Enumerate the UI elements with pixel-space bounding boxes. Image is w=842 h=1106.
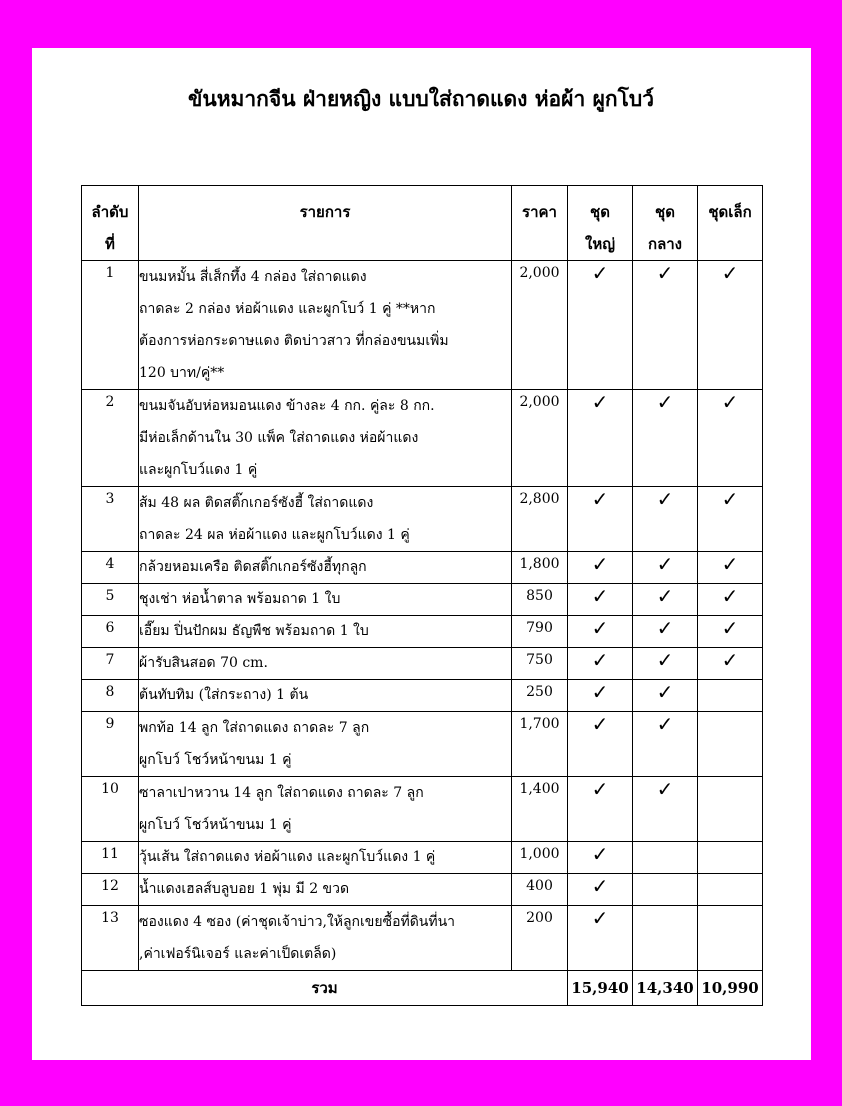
row-number: 6 xyxy=(82,616,139,648)
row-price: 750 xyxy=(512,648,568,680)
checkmark-icon: ✓ xyxy=(721,487,739,511)
row-price: 250 xyxy=(512,680,568,712)
checkmark-icon: ✓ xyxy=(591,874,609,898)
description-line: ,ค่าเฟอร์นิเจอร์ และค่าเป็ดเตล็ด) xyxy=(139,946,337,962)
header-no-line1: ลำดับ xyxy=(91,203,129,221)
row-small-set-cell xyxy=(698,842,763,874)
table-header-row xyxy=(82,186,763,261)
row-big-set-cell xyxy=(568,648,633,680)
header-big-set xyxy=(568,186,633,261)
description-line: ต้องการห่อกระดาษแดง ติดบ่าวสาว ที่กล่องขนมเพิ่ม xyxy=(139,333,449,349)
row-description xyxy=(139,261,512,390)
total-medium: 14,340 xyxy=(633,971,698,1006)
row-big-set-cell xyxy=(568,487,633,552)
row-medium-set-cell xyxy=(633,906,698,971)
description-line: ถาดละ 2 กล่อง ห่อผ้าแดง และผูกโบว์ 1 คู่ **หาก xyxy=(139,301,436,317)
description-line: กล้วยหอมเครือ ติดสติ๊กเกอร์ซังฮี้ทุกลูก xyxy=(139,559,367,575)
row-number: 2 xyxy=(82,390,139,487)
row-price: 2,000 xyxy=(512,390,568,487)
row-small-set-cell xyxy=(698,390,763,487)
row-number: 4 xyxy=(82,552,139,584)
row-description xyxy=(139,842,512,874)
checkmark-icon: ✓ xyxy=(721,584,739,608)
row-small-set-cell xyxy=(698,616,763,648)
checkmark-icon: ✓ xyxy=(591,680,609,704)
description-line: ผ้ารับสินสอด 70 cm. xyxy=(139,655,268,671)
checkmark-icon: ✓ xyxy=(656,261,674,285)
header-no-line2: ที่ xyxy=(105,235,115,253)
row-price: 1,700 xyxy=(512,712,568,777)
row-price: 1,000 xyxy=(512,842,568,874)
price-table xyxy=(81,185,763,1006)
row-medium-set-cell xyxy=(633,680,698,712)
total-big: 15,940 xyxy=(568,971,633,1006)
description-line: วุ้นเส้น ใส่ถาดแดง ห่อผ้าแดง และผูกโบว์แดง 1 คู่ xyxy=(139,849,436,865)
header-big-line1: ชุด xyxy=(590,203,610,221)
table-row xyxy=(82,842,763,874)
row-small-set-cell xyxy=(698,874,763,906)
table-row xyxy=(82,616,763,648)
description-line: มีห่อเล็กด้านใน 30 แพ็ค ใส่ถาดแดง ห่อผ้าแดง xyxy=(139,430,419,446)
table-row xyxy=(82,906,763,971)
table-row xyxy=(82,584,763,616)
table-row xyxy=(82,874,763,906)
row-medium-set-cell xyxy=(633,487,698,552)
header-small-set: ชุดเล็ก xyxy=(698,186,763,261)
row-price: 1,800 xyxy=(512,552,568,584)
checkmark-icon: ✓ xyxy=(656,680,674,704)
header-medium-set xyxy=(633,186,698,261)
row-price: 400 xyxy=(512,874,568,906)
row-small-set-cell xyxy=(698,261,763,390)
row-big-set-cell xyxy=(568,712,633,777)
header-price: ราคา xyxy=(512,186,568,261)
row-big-set-cell xyxy=(568,906,633,971)
table-row xyxy=(82,648,763,680)
row-number: 10 xyxy=(82,777,139,842)
checkmark-icon: ✓ xyxy=(656,487,674,511)
header-medium-line1: ชุด xyxy=(655,203,675,221)
row-medium-set-cell xyxy=(633,842,698,874)
row-price: 2,000 xyxy=(512,261,568,390)
row-description xyxy=(139,680,512,712)
description-line: ผูกโบว์ โชว์หน้าขนม 1 คู่ xyxy=(139,817,292,833)
row-big-set-cell xyxy=(568,874,633,906)
checkmark-icon: ✓ xyxy=(591,648,609,672)
description-line: ต้นทับทิม (ใส่กระถาง) 1 ต้น xyxy=(139,687,309,703)
table-row xyxy=(82,390,763,487)
row-description xyxy=(139,584,512,616)
row-price: 790 xyxy=(512,616,568,648)
description-line: ส้ม 48 ผล ติดสติ๊กเกอร์ซังฮี้ ใส่ถาดแดง xyxy=(139,495,374,511)
row-big-set-cell xyxy=(568,390,633,487)
checkmark-icon: ✓ xyxy=(591,777,609,801)
row-number: 3 xyxy=(82,487,139,552)
row-description xyxy=(139,616,512,648)
row-description xyxy=(139,906,512,971)
row-number: 12 xyxy=(82,874,139,906)
row-big-set-cell xyxy=(568,616,633,648)
description-line: ซองแดง 4 ซอง (ค่าชุดเจ้าบ่าว,ให้ลูกเขยซื้อที่ดินที่นา xyxy=(139,914,456,930)
row-big-set-cell xyxy=(568,777,633,842)
row-small-set-cell xyxy=(698,648,763,680)
table-row xyxy=(82,552,763,584)
description-line: เอี๊ยม ปิ่นปักผม ธัญพืช พร้อมถาด 1 ใบ xyxy=(139,623,369,639)
row-description xyxy=(139,874,512,906)
checkmark-icon: ✓ xyxy=(656,552,674,576)
row-price: 2,800 xyxy=(512,487,568,552)
table-row xyxy=(82,712,763,777)
row-number: 5 xyxy=(82,584,139,616)
description-line: และผูกโบว์แดง 1 คู่ xyxy=(139,462,258,478)
table-row xyxy=(82,680,763,712)
row-description xyxy=(139,648,512,680)
checkmark-icon: ✓ xyxy=(591,487,609,511)
checkmark-icon: ✓ xyxy=(656,390,674,414)
row-description xyxy=(139,487,512,552)
header-item: รายการ xyxy=(139,186,512,261)
checkmark-icon: ✓ xyxy=(591,906,609,930)
row-price: 850 xyxy=(512,584,568,616)
description-line: 120 บาท/คู่** xyxy=(139,365,225,381)
description-line: ถาดละ 24 ผล ห่อผ้าแดง และผูกโบว์แดง 1 คู่ xyxy=(139,527,410,543)
row-description xyxy=(139,552,512,584)
row-big-set-cell xyxy=(568,842,633,874)
checkmark-icon: ✓ xyxy=(656,616,674,640)
checkmark-icon: ✓ xyxy=(591,712,609,736)
row-medium-set-cell xyxy=(633,777,698,842)
table-row xyxy=(82,487,763,552)
row-small-set-cell xyxy=(698,777,763,842)
checkmark-icon: ✓ xyxy=(591,261,609,285)
row-big-set-cell xyxy=(568,552,633,584)
checkmark-icon: ✓ xyxy=(591,390,609,414)
row-price: 1,400 xyxy=(512,777,568,842)
checkmark-icon: ✓ xyxy=(721,648,739,672)
row-small-set-cell xyxy=(698,680,763,712)
row-big-set-cell xyxy=(568,680,633,712)
row-small-set-cell xyxy=(698,552,763,584)
checkmark-icon: ✓ xyxy=(656,712,674,736)
row-number: 1 xyxy=(82,261,139,390)
row-big-set-cell xyxy=(568,261,633,390)
row-medium-set-cell xyxy=(633,261,698,390)
row-big-set-cell xyxy=(568,584,633,616)
description-line: ขนมหมั้น สี่เส็กทึ้ง 4 กล่อง ใส่ถาดแดง xyxy=(139,269,367,285)
row-number: 13 xyxy=(82,906,139,971)
row-number: 8 xyxy=(82,680,139,712)
row-medium-set-cell xyxy=(633,390,698,487)
row-medium-set-cell xyxy=(633,584,698,616)
row-number: 9 xyxy=(82,712,139,777)
row-price: 200 xyxy=(512,906,568,971)
checkmark-icon: ✓ xyxy=(591,616,609,640)
row-medium-set-cell xyxy=(633,648,698,680)
row-number: 11 xyxy=(82,842,139,874)
checkmark-icon: ✓ xyxy=(591,842,609,866)
description-line: น้ำแดงเฮลส์บลูบอย 1 พุ่ม มี 2 ขวด xyxy=(139,881,350,897)
total-small: 10,990 xyxy=(698,971,763,1006)
description-line: ผูกโบว์ โชว์หน้าขนม 1 คู่ xyxy=(139,752,292,768)
row-description xyxy=(139,712,512,777)
row-description xyxy=(139,390,512,487)
description-line: พกท้อ 14 ลูก ใส่ถาดแดง ถาดละ 7 ลูก xyxy=(139,720,370,736)
row-medium-set-cell xyxy=(633,874,698,906)
total-label: รวม xyxy=(82,971,568,1006)
table-row xyxy=(82,777,763,842)
header-big-line2: ใหญ่ xyxy=(585,235,615,253)
header-no xyxy=(82,186,139,261)
table-row xyxy=(82,261,763,390)
row-description xyxy=(139,777,512,842)
checkmark-icon: ✓ xyxy=(721,552,739,576)
description-line: ซาลาเปาหวาน 14 ลูก ใส่ถาดแดง ถาดละ 7 ลูก xyxy=(139,785,424,801)
checkmark-icon: ✓ xyxy=(721,261,739,285)
checkmark-icon: ✓ xyxy=(721,390,739,414)
row-number: 7 xyxy=(82,648,139,680)
page-title: ขันหมากจีน ฝ่ายหญิง แบบใส่ถาดแดง ห่อผ้า ผูกโบว์ xyxy=(187,86,654,111)
checkmark-icon: ✓ xyxy=(656,777,674,801)
total-row xyxy=(82,971,763,1006)
row-small-set-cell xyxy=(698,712,763,777)
row-medium-set-cell xyxy=(633,552,698,584)
description-line: ขนมจันอับห่อหมอนแดง ข้างละ 4 กก. คู่ละ 8 กก. xyxy=(139,398,435,414)
row-small-set-cell xyxy=(698,584,763,616)
checkmark-icon: ✓ xyxy=(591,584,609,608)
row-medium-set-cell xyxy=(633,712,698,777)
checkmark-icon: ✓ xyxy=(656,584,674,608)
row-small-set-cell xyxy=(698,487,763,552)
header-medium-line2: กลาง xyxy=(647,235,683,253)
row-medium-set-cell xyxy=(633,616,698,648)
checkmark-icon: ✓ xyxy=(591,552,609,576)
checkmark-icon: ✓ xyxy=(656,648,674,672)
table-body xyxy=(82,261,763,971)
description-line: ชุงเช่า ห่อน้ำตาล พร้อมถาด 1 ใบ xyxy=(139,591,341,607)
checkmark-icon: ✓ xyxy=(721,616,739,640)
row-small-set-cell xyxy=(698,906,763,971)
